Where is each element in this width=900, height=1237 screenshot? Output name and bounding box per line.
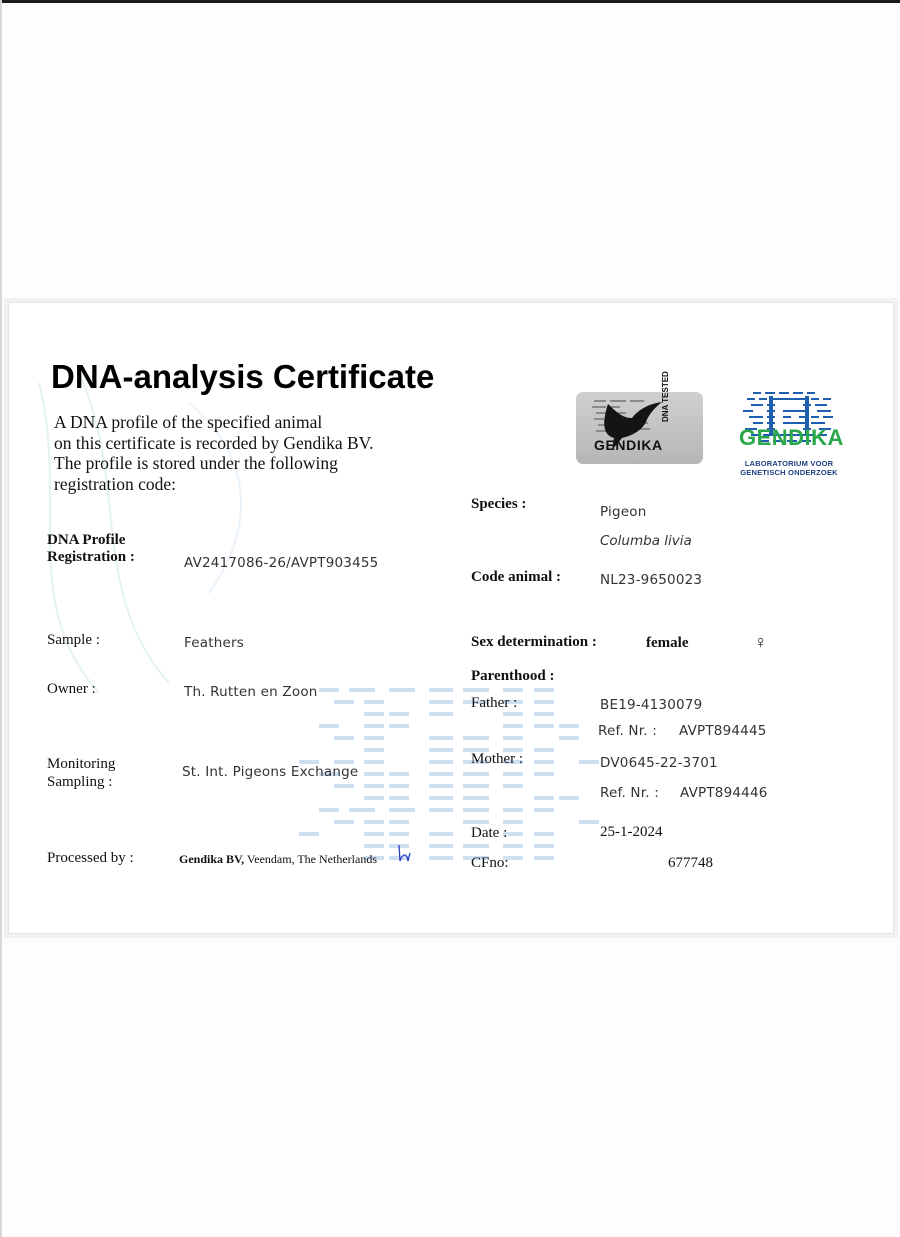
watermark-logo (289, 688, 619, 878)
monitoring-label-line: Monitoring (47, 756, 116, 772)
processed-value (179, 852, 377, 867)
father-ref-label: Ref. Nr. : (598, 723, 657, 739)
logo-sub-line: LABORATORIUM VOOR (744, 459, 834, 468)
monitoring-label-line: Sampling : (47, 774, 113, 790)
registration-label-line: Registration : (47, 549, 135, 565)
species-latin: Columba livia (600, 533, 692, 549)
registration-label-line: DNA Profile (47, 532, 126, 548)
sex-determination-label: Sex determination : (471, 634, 597, 650)
species-common: Pigeon (600, 504, 647, 520)
date-value: 25-1-2024 (600, 824, 663, 840)
dna-tested-badge (576, 371, 703, 464)
badge-text: GENDIKA (594, 437, 663, 453)
monitoring-value: St. Int. Pigeons Exchange (182, 764, 359, 780)
mother-label: Mother : (471, 751, 524, 767)
father-ref-value: AVPT894445 (679, 723, 767, 739)
mother-ref-value: AVPT894446 (680, 785, 768, 801)
processed-company: Gendika BV, (179, 852, 245, 866)
mother-ref-label: Ref. Nr. : (600, 785, 659, 801)
female-symbol-icon: ♀ (754, 632, 768, 652)
sample-value: Feathers (184, 635, 244, 651)
processed-location: Veendam, The Netherlands (244, 852, 377, 866)
handwritten-initial (397, 843, 411, 865)
registration-value: AV2417086-26/AVPT903455 (184, 555, 379, 571)
badge-side-text: DNA TESTED (661, 371, 670, 422)
monitoring-label (47, 755, 115, 791)
mother-value: DV0645-22-3701 (600, 755, 718, 771)
cfno-label: CFno: (471, 855, 509, 871)
owner-label: Owner : (47, 681, 96, 697)
processed-label: Processed by : (47, 850, 134, 866)
date-label: Date : (471, 825, 508, 841)
code-animal-label: Code animal : (471, 569, 561, 585)
cfno-value: 677748 (668, 855, 713, 871)
dove-icon (576, 392, 703, 464)
certificate-title: DNA-analysis Certificate (51, 358, 435, 395)
father-value: BE19-4130079 (600, 697, 703, 713)
parenthood-label: Parenthood : (471, 668, 555, 684)
intro-line: on this certificate is recorded by Gendika BV. (54, 432, 374, 453)
registration-label (47, 532, 135, 566)
gendika-logo-name: GENDIKA (739, 425, 844, 450)
intro-paragraph (54, 412, 414, 494)
species-label: Species : (471, 496, 527, 512)
father-label: Father : (471, 695, 518, 711)
intro-line: registration code: (54, 473, 176, 494)
code-animal-value: NL23-9650023 (600, 572, 703, 588)
sex-value: female (646, 635, 689, 651)
owner-value: Th. Rutten en Zoon (184, 684, 318, 700)
sample-label: Sample : (47, 632, 100, 648)
intro-line: A DNA profile of the specified animal (54, 412, 323, 432)
scan-edge-left (0, 0, 2, 1237)
logo-sub-line: GENETISCH ONDERZOEK (740, 468, 838, 477)
intro-line: The profile is stored under the following (54, 453, 338, 473)
gendika-logo-subtitle (731, 459, 847, 477)
certificate-card (8, 302, 894, 934)
scan-edge (0, 0, 900, 3)
